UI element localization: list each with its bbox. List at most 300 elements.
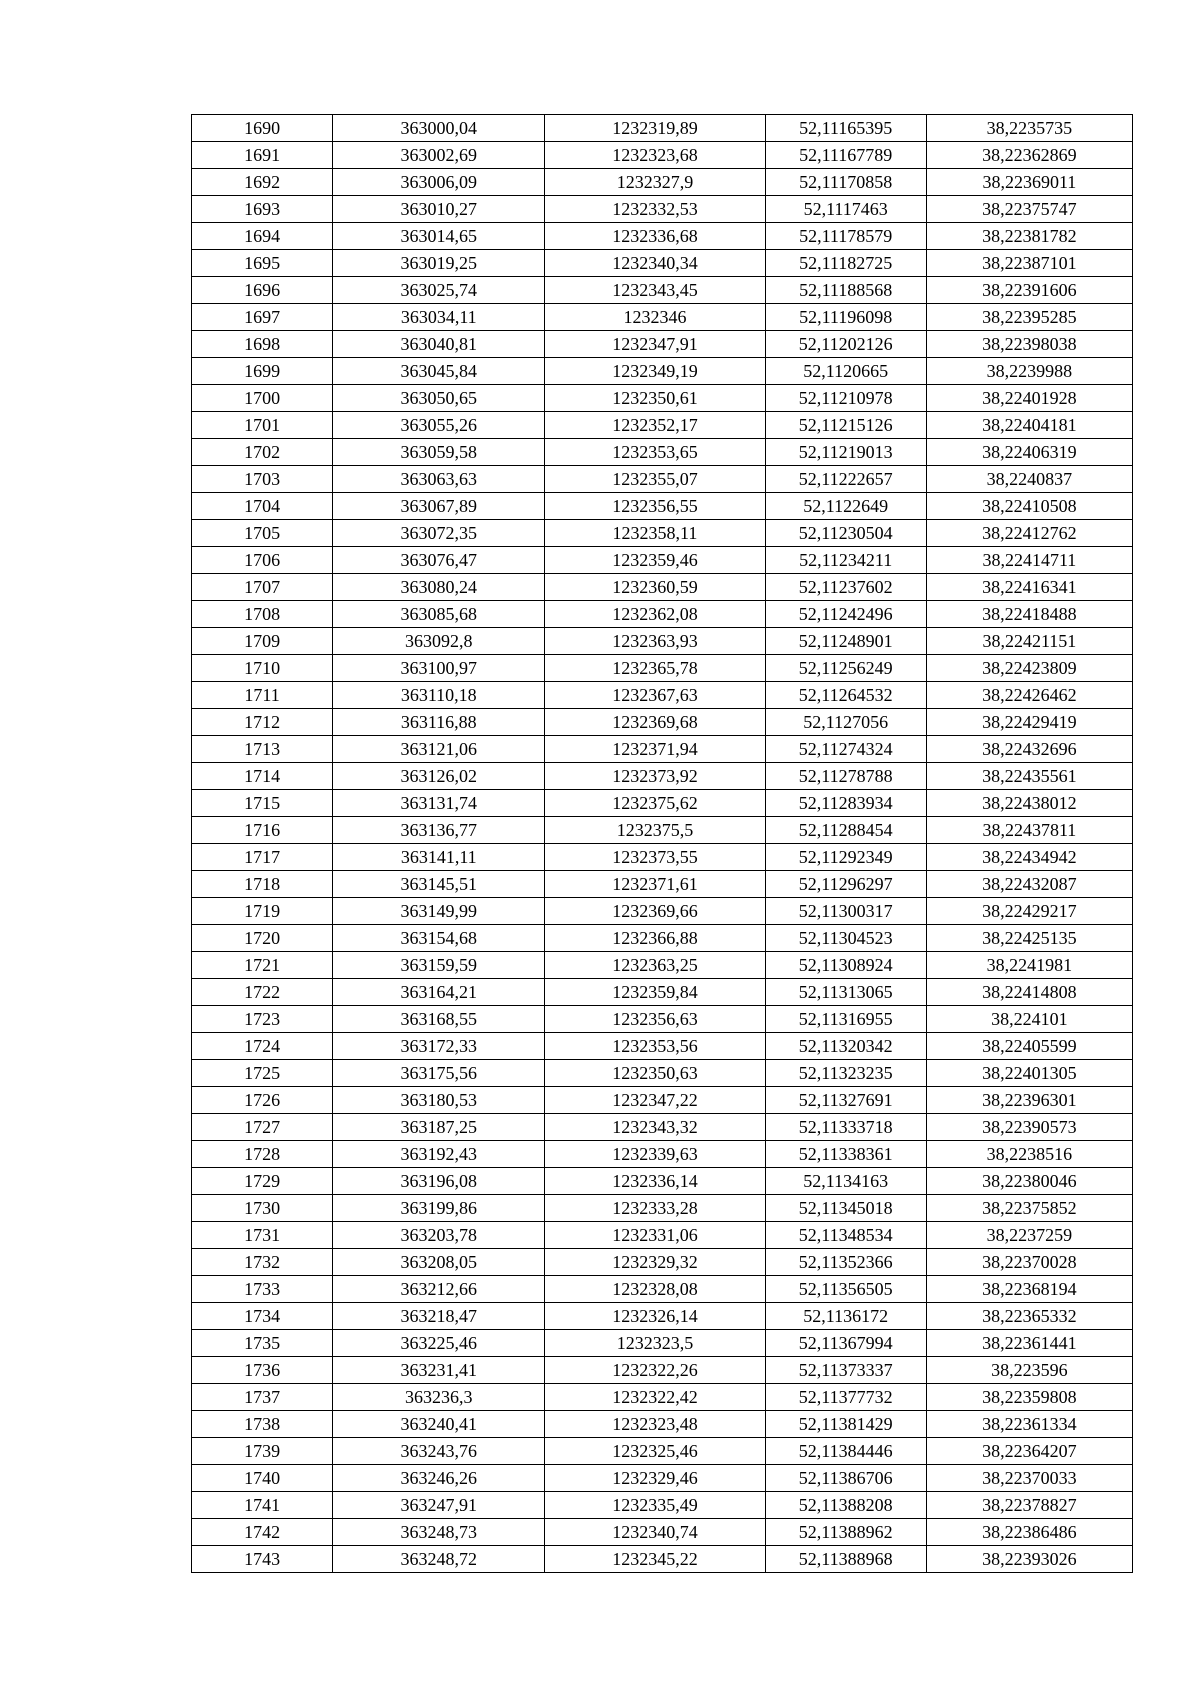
longitude-cell: 38,22405599 <box>926 1033 1132 1060</box>
longitude-cell: 38,22398038 <box>926 331 1132 358</box>
table-row <box>192 439 1133 466</box>
table-row <box>192 1546 1133 1573</box>
table-row <box>192 277 1133 304</box>
latitude-cell: 52,11264532 <box>765 682 926 709</box>
latitude-cell: 52,11292349 <box>765 844 926 871</box>
latitude-cell: 52,11237602 <box>765 574 926 601</box>
longitude-cell: 38,22437811 <box>926 817 1132 844</box>
point-number-cell: 1732 <box>192 1249 333 1276</box>
y-coordinate-cell: 1232322,42 <box>545 1384 765 1411</box>
y-coordinate-cell: 1232329,32 <box>545 1249 765 1276</box>
x-coordinate-cell: 363100,97 <box>333 655 545 682</box>
latitude-cell: 52,11230504 <box>765 520 926 547</box>
longitude-cell: 38,22361334 <box>926 1411 1132 1438</box>
point-number-cell: 1690 <box>192 115 333 142</box>
point-number-cell: 1713 <box>192 736 333 763</box>
point-number-cell: 1740 <box>192 1465 333 1492</box>
longitude-cell: 38,22418488 <box>926 601 1132 628</box>
table-row <box>192 169 1133 196</box>
latitude-cell: 52,11386706 <box>765 1465 926 1492</box>
latitude-cell: 52,1120665 <box>765 358 926 385</box>
x-coordinate-cell: 363006,09 <box>333 169 545 196</box>
longitude-cell: 38,2237259 <box>926 1222 1132 1249</box>
point-number-cell: 1710 <box>192 655 333 682</box>
x-coordinate-cell: 363248,72 <box>333 1546 545 1573</box>
longitude-cell: 38,22404181 <box>926 412 1132 439</box>
y-coordinate-cell: 1232339,63 <box>545 1141 765 1168</box>
longitude-cell: 38,22438012 <box>926 790 1132 817</box>
longitude-cell: 38,22401305 <box>926 1060 1132 1087</box>
y-coordinate-cell: 1232360,59 <box>545 574 765 601</box>
point-number-cell: 1702 <box>192 439 333 466</box>
longitude-cell: 38,22414808 <box>926 979 1132 1006</box>
table-row <box>192 1465 1133 1492</box>
latitude-cell: 52,11384446 <box>765 1438 926 1465</box>
point-number-cell: 1734 <box>192 1303 333 1330</box>
table-row <box>192 1006 1133 1033</box>
latitude-cell: 52,1134163 <box>765 1168 926 1195</box>
longitude-cell: 38,22429419 <box>926 709 1132 736</box>
x-coordinate-cell: 363110,18 <box>333 682 545 709</box>
y-coordinate-cell: 1232327,9 <box>545 169 765 196</box>
point-number-cell: 1727 <box>192 1114 333 1141</box>
longitude-cell: 38,22381782 <box>926 223 1132 250</box>
longitude-cell: 38,22387101 <box>926 250 1132 277</box>
longitude-cell: 38,22362869 <box>926 142 1132 169</box>
x-coordinate-cell: 363014,65 <box>333 223 545 250</box>
latitude-cell: 52,11338361 <box>765 1141 926 1168</box>
y-coordinate-cell: 1232350,63 <box>545 1060 765 1087</box>
point-number-cell: 1731 <box>192 1222 333 1249</box>
y-coordinate-cell: 1232369,66 <box>545 898 765 925</box>
table-row <box>192 952 1133 979</box>
latitude-cell: 52,11388968 <box>765 1546 926 1573</box>
table-row <box>192 1060 1133 1087</box>
point-number-cell: 1693 <box>192 196 333 223</box>
y-coordinate-cell: 1232329,46 <box>545 1465 765 1492</box>
longitude-cell: 38,22434942 <box>926 844 1132 871</box>
y-coordinate-cell: 1232347,22 <box>545 1087 765 1114</box>
latitude-cell: 52,11283934 <box>765 790 926 817</box>
point-number-cell: 1719 <box>192 898 333 925</box>
point-number-cell: 1735 <box>192 1330 333 1357</box>
latitude-cell: 52,11304523 <box>765 925 926 952</box>
y-coordinate-cell: 1232322,26 <box>545 1357 765 1384</box>
point-number-cell: 1721 <box>192 952 333 979</box>
latitude-cell: 52,11323235 <box>765 1060 926 1087</box>
x-coordinate-cell: 363203,78 <box>333 1222 545 1249</box>
x-coordinate-cell: 363055,26 <box>333 412 545 439</box>
latitude-cell: 52,11381429 <box>765 1411 926 1438</box>
latitude-cell: 52,11178579 <box>765 223 926 250</box>
y-coordinate-cell: 1232362,08 <box>545 601 765 628</box>
longitude-cell: 38,2239988 <box>926 358 1132 385</box>
point-number-cell: 1708 <box>192 601 333 628</box>
point-number-cell: 1691 <box>192 142 333 169</box>
y-coordinate-cell: 1232366,88 <box>545 925 765 952</box>
table-row <box>192 628 1133 655</box>
x-coordinate-cell: 363019,25 <box>333 250 545 277</box>
longitude-cell: 38,22370028 <box>926 1249 1132 1276</box>
point-number-cell: 1704 <box>192 493 333 520</box>
latitude-cell: 52,11167789 <box>765 142 926 169</box>
y-coordinate-cell: 1232349,19 <box>545 358 765 385</box>
y-coordinate-cell: 1232319,89 <box>545 115 765 142</box>
latitude-cell: 52,11352366 <box>765 1249 926 1276</box>
x-coordinate-cell: 363164,21 <box>333 979 545 1006</box>
latitude-cell: 52,1136172 <box>765 1303 926 1330</box>
table-row <box>192 574 1133 601</box>
point-number-cell: 1703 <box>192 466 333 493</box>
y-coordinate-cell: 1232325,46 <box>545 1438 765 1465</box>
y-coordinate-cell: 1232375,5 <box>545 817 765 844</box>
point-number-cell: 1736 <box>192 1357 333 1384</box>
table-row <box>192 1249 1133 1276</box>
x-coordinate-cell: 363131,74 <box>333 790 545 817</box>
x-coordinate-cell: 363121,06 <box>333 736 545 763</box>
y-coordinate-cell: 1232356,63 <box>545 1006 765 1033</box>
longitude-cell: 38,223596 <box>926 1357 1132 1384</box>
table-row <box>192 1357 1133 1384</box>
y-coordinate-cell: 1232323,48 <box>545 1411 765 1438</box>
x-coordinate-cell: 363002,69 <box>333 142 545 169</box>
y-coordinate-cell: 1232353,65 <box>545 439 765 466</box>
point-number-cell: 1707 <box>192 574 333 601</box>
x-coordinate-cell: 363092,8 <box>333 628 545 655</box>
longitude-cell: 38,22426462 <box>926 682 1132 709</box>
latitude-cell: 52,11165395 <box>765 115 926 142</box>
longitude-cell: 38,2238516 <box>926 1141 1132 1168</box>
table-row <box>192 115 1133 142</box>
y-coordinate-cell: 1232340,74 <box>545 1519 765 1546</box>
y-coordinate-cell: 1232363,25 <box>545 952 765 979</box>
latitude-cell: 52,11210978 <box>765 385 926 412</box>
latitude-cell: 52,11327691 <box>765 1087 926 1114</box>
x-coordinate-cell: 363225,46 <box>333 1330 545 1357</box>
x-coordinate-cell: 363212,66 <box>333 1276 545 1303</box>
y-coordinate-cell: 1232345,22 <box>545 1546 765 1573</box>
table-row <box>192 493 1133 520</box>
longitude-cell: 38,2240837 <box>926 466 1132 493</box>
point-number-cell: 1694 <box>192 223 333 250</box>
x-coordinate-cell: 363076,47 <box>333 547 545 574</box>
longitude-cell: 38,22412762 <box>926 520 1132 547</box>
x-coordinate-cell: 363000,04 <box>333 115 545 142</box>
longitude-cell: 38,22369011 <box>926 169 1132 196</box>
table-row <box>192 1222 1133 1249</box>
longitude-cell: 38,22368194 <box>926 1276 1132 1303</box>
table-row <box>192 709 1133 736</box>
longitude-cell: 38,22395285 <box>926 304 1132 331</box>
longitude-cell: 38,22361441 <box>926 1330 1132 1357</box>
x-coordinate-cell: 363063,63 <box>333 466 545 493</box>
latitude-cell: 52,11196098 <box>765 304 926 331</box>
longitude-cell: 38,22396301 <box>926 1087 1132 1114</box>
y-coordinate-cell: 1232331,06 <box>545 1222 765 1249</box>
point-number-cell: 1714 <box>192 763 333 790</box>
longitude-cell: 38,22390573 <box>926 1114 1132 1141</box>
point-number-cell: 1692 <box>192 169 333 196</box>
y-coordinate-cell: 1232363,93 <box>545 628 765 655</box>
table-row <box>192 1438 1133 1465</box>
latitude-cell: 52,11248901 <box>765 628 926 655</box>
y-coordinate-cell: 1232326,14 <box>545 1303 765 1330</box>
x-coordinate-cell: 363080,24 <box>333 574 545 601</box>
x-coordinate-cell: 363199,86 <box>333 1195 545 1222</box>
point-number-cell: 1726 <box>192 1087 333 1114</box>
x-coordinate-cell: 363067,89 <box>333 493 545 520</box>
y-coordinate-cell: 1232355,07 <box>545 466 765 493</box>
point-number-cell: 1725 <box>192 1060 333 1087</box>
point-number-cell: 1700 <box>192 385 333 412</box>
y-coordinate-cell: 1232347,91 <box>545 331 765 358</box>
point-number-cell: 1737 <box>192 1384 333 1411</box>
table-row <box>192 844 1133 871</box>
table-row <box>192 979 1133 1006</box>
latitude-cell: 52,11300317 <box>765 898 926 925</box>
point-number-cell: 1699 <box>192 358 333 385</box>
latitude-cell: 52,1127056 <box>765 709 926 736</box>
point-number-cell: 1705 <box>192 520 333 547</box>
point-number-cell: 1711 <box>192 682 333 709</box>
x-coordinate-cell: 363247,91 <box>333 1492 545 1519</box>
latitude-cell: 52,11377732 <box>765 1384 926 1411</box>
latitude-cell: 52,11320342 <box>765 1033 926 1060</box>
point-number-cell: 1739 <box>192 1438 333 1465</box>
point-number-cell: 1743 <box>192 1546 333 1573</box>
latitude-cell: 52,11348534 <box>765 1222 926 1249</box>
table-row <box>192 1384 1133 1411</box>
table-row <box>192 736 1133 763</box>
x-coordinate-cell: 363246,26 <box>333 1465 545 1492</box>
y-coordinate-cell: 1232353,56 <box>545 1033 765 1060</box>
table-row <box>192 1411 1133 1438</box>
table-row <box>192 682 1133 709</box>
y-coordinate-cell: 1232371,94 <box>545 736 765 763</box>
table-row <box>192 925 1133 952</box>
latitude-cell: 52,11242496 <box>765 601 926 628</box>
x-coordinate-cell: 363192,43 <box>333 1141 545 1168</box>
latitude-cell: 52,11313065 <box>765 979 926 1006</box>
table-row <box>192 358 1133 385</box>
point-number-cell: 1742 <box>192 1519 333 1546</box>
table-row <box>192 412 1133 439</box>
longitude-cell: 38,22380046 <box>926 1168 1132 1195</box>
latitude-cell: 52,11182725 <box>765 250 926 277</box>
latitude-cell: 52,11333718 <box>765 1114 926 1141</box>
point-number-cell: 1717 <box>192 844 333 871</box>
table-row <box>192 547 1133 574</box>
latitude-cell: 52,11234211 <box>765 547 926 574</box>
y-coordinate-cell: 1232332,53 <box>545 196 765 223</box>
x-coordinate-cell: 363136,77 <box>333 817 545 844</box>
table-row <box>192 1168 1133 1195</box>
point-number-cell: 1720 <box>192 925 333 952</box>
y-coordinate-cell: 1232367,63 <box>545 682 765 709</box>
point-number-cell: 1722 <box>192 979 333 1006</box>
x-coordinate-cell: 363045,84 <box>333 358 545 385</box>
y-coordinate-cell: 1232343,32 <box>545 1114 765 1141</box>
table-row <box>192 817 1133 844</box>
latitude-cell: 52,11373337 <box>765 1357 926 1384</box>
point-number-cell: 1709 <box>192 628 333 655</box>
longitude-cell: 38,22375747 <box>926 196 1132 223</box>
table-row <box>192 1195 1133 1222</box>
point-number-cell: 1716 <box>192 817 333 844</box>
longitude-cell: 38,22423809 <box>926 655 1132 682</box>
longitude-cell: 38,2235735 <box>926 115 1132 142</box>
latitude-cell: 52,11188568 <box>765 277 926 304</box>
x-coordinate-cell: 363187,25 <box>333 1114 545 1141</box>
y-coordinate-cell: 1232340,34 <box>545 250 765 277</box>
table-row <box>192 385 1133 412</box>
x-coordinate-cell: 363059,58 <box>333 439 545 466</box>
latitude-cell: 52,11308924 <box>765 952 926 979</box>
x-coordinate-cell: 363025,74 <box>333 277 545 304</box>
x-coordinate-cell: 363126,02 <box>333 763 545 790</box>
latitude-cell: 52,11388208 <box>765 1492 926 1519</box>
x-coordinate-cell: 363168,55 <box>333 1006 545 1033</box>
table-row <box>192 1033 1133 1060</box>
y-coordinate-cell: 1232359,46 <box>545 547 765 574</box>
latitude-cell: 52,11356505 <box>765 1276 926 1303</box>
table-row <box>192 520 1133 547</box>
table-row <box>192 1087 1133 1114</box>
table-row <box>192 142 1133 169</box>
y-coordinate-cell: 1232365,78 <box>545 655 765 682</box>
y-coordinate-cell: 1232356,55 <box>545 493 765 520</box>
longitude-cell: 38,22416341 <box>926 574 1132 601</box>
longitude-cell: 38,22393026 <box>926 1546 1132 1573</box>
longitude-cell: 38,22391606 <box>926 277 1132 304</box>
point-number-cell: 1738 <box>192 1411 333 1438</box>
latitude-cell: 52,11388962 <box>765 1519 926 1546</box>
point-number-cell: 1697 <box>192 304 333 331</box>
point-number-cell: 1733 <box>192 1276 333 1303</box>
x-coordinate-cell: 363141,11 <box>333 844 545 871</box>
table-row <box>192 1114 1133 1141</box>
coordinates-table <box>191 114 1133 1573</box>
x-coordinate-cell: 363072,35 <box>333 520 545 547</box>
latitude-cell: 52,11296297 <box>765 871 926 898</box>
longitude-cell: 38,22365332 <box>926 1303 1132 1330</box>
table-row <box>192 655 1133 682</box>
x-coordinate-cell: 363040,81 <box>333 331 545 358</box>
x-coordinate-cell: 363116,88 <box>333 709 545 736</box>
point-number-cell: 1695 <box>192 250 333 277</box>
x-coordinate-cell: 363240,41 <box>333 1411 545 1438</box>
longitude-cell: 38,22378827 <box>926 1492 1132 1519</box>
point-number-cell: 1696 <box>192 277 333 304</box>
longitude-cell: 38,22410508 <box>926 493 1132 520</box>
x-coordinate-cell: 363243,76 <box>333 1438 545 1465</box>
table-row <box>192 1303 1133 1330</box>
point-number-cell: 1701 <box>192 412 333 439</box>
y-coordinate-cell: 1232375,62 <box>545 790 765 817</box>
longitude-cell: 38,22435561 <box>926 763 1132 790</box>
y-coordinate-cell: 1232373,55 <box>545 844 765 871</box>
x-coordinate-cell: 363180,53 <box>333 1087 545 1114</box>
table-row <box>192 250 1133 277</box>
x-coordinate-cell: 363248,73 <box>333 1519 545 1546</box>
y-coordinate-cell: 1232346 <box>545 304 765 331</box>
longitude-cell: 38,2241981 <box>926 952 1132 979</box>
longitude-cell: 38,22432696 <box>926 736 1132 763</box>
x-coordinate-cell: 363175,56 <box>333 1060 545 1087</box>
x-coordinate-cell: 363172,33 <box>333 1033 545 1060</box>
point-number-cell: 1718 <box>192 871 333 898</box>
x-coordinate-cell: 363010,27 <box>333 196 545 223</box>
table-row <box>192 223 1133 250</box>
y-coordinate-cell: 1232323,68 <box>545 142 765 169</box>
table-row <box>192 304 1133 331</box>
table-row <box>192 898 1133 925</box>
point-number-cell: 1741 <box>192 1492 333 1519</box>
table-row <box>192 466 1133 493</box>
point-number-cell: 1712 <box>192 709 333 736</box>
y-coordinate-cell: 1232328,08 <box>545 1276 765 1303</box>
point-number-cell: 1728 <box>192 1141 333 1168</box>
table-row <box>192 601 1133 628</box>
latitude-cell: 52,11274324 <box>765 736 926 763</box>
table-row <box>192 331 1133 358</box>
longitude-cell: 38,22414711 <box>926 547 1132 574</box>
longitude-cell: 38,22375852 <box>926 1195 1132 1222</box>
latitude-cell: 52,11278788 <box>765 763 926 790</box>
y-coordinate-cell: 1232359,84 <box>545 979 765 1006</box>
y-coordinate-cell: 1232336,14 <box>545 1168 765 1195</box>
y-coordinate-cell: 1232358,11 <box>545 520 765 547</box>
table-row <box>192 1141 1133 1168</box>
x-coordinate-cell: 363159,59 <box>333 952 545 979</box>
latitude-cell: 52,11222657 <box>765 466 926 493</box>
table-row <box>192 1492 1133 1519</box>
y-coordinate-cell: 1232336,68 <box>545 223 765 250</box>
point-number-cell: 1730 <box>192 1195 333 1222</box>
table-row <box>192 1276 1133 1303</box>
x-coordinate-cell: 363145,51 <box>333 871 545 898</box>
longitude-cell: 38,22425135 <box>926 925 1132 952</box>
x-coordinate-cell: 363149,99 <box>333 898 545 925</box>
x-coordinate-cell: 363196,08 <box>333 1168 545 1195</box>
latitude-cell: 52,1122649 <box>765 493 926 520</box>
point-number-cell: 1729 <box>192 1168 333 1195</box>
point-number-cell: 1715 <box>192 790 333 817</box>
latitude-cell: 52,11288454 <box>765 817 926 844</box>
x-coordinate-cell: 363154,68 <box>333 925 545 952</box>
y-coordinate-cell: 1232323,5 <box>545 1330 765 1357</box>
point-number-cell: 1723 <box>192 1006 333 1033</box>
point-number-cell: 1706 <box>192 547 333 574</box>
y-coordinate-cell: 1232371,61 <box>545 871 765 898</box>
longitude-cell: 38,22406319 <box>926 439 1132 466</box>
table-row <box>192 1519 1133 1546</box>
latitude-cell: 52,11202126 <box>765 331 926 358</box>
latitude-cell: 52,11256249 <box>765 655 926 682</box>
longitude-cell: 38,22432087 <box>926 871 1132 898</box>
table-row <box>192 196 1133 223</box>
x-coordinate-cell: 363236,3 <box>333 1384 545 1411</box>
y-coordinate-cell: 1232352,17 <box>545 412 765 439</box>
x-coordinate-cell: 363218,47 <box>333 1303 545 1330</box>
y-coordinate-cell: 1232373,92 <box>545 763 765 790</box>
latitude-cell: 52,11367994 <box>765 1330 926 1357</box>
latitude-cell: 52,11345018 <box>765 1195 926 1222</box>
longitude-cell: 38,22421151 <box>926 628 1132 655</box>
y-coordinate-cell: 1232369,68 <box>545 709 765 736</box>
x-coordinate-cell: 363085,68 <box>333 601 545 628</box>
longitude-cell: 38,22359808 <box>926 1384 1132 1411</box>
